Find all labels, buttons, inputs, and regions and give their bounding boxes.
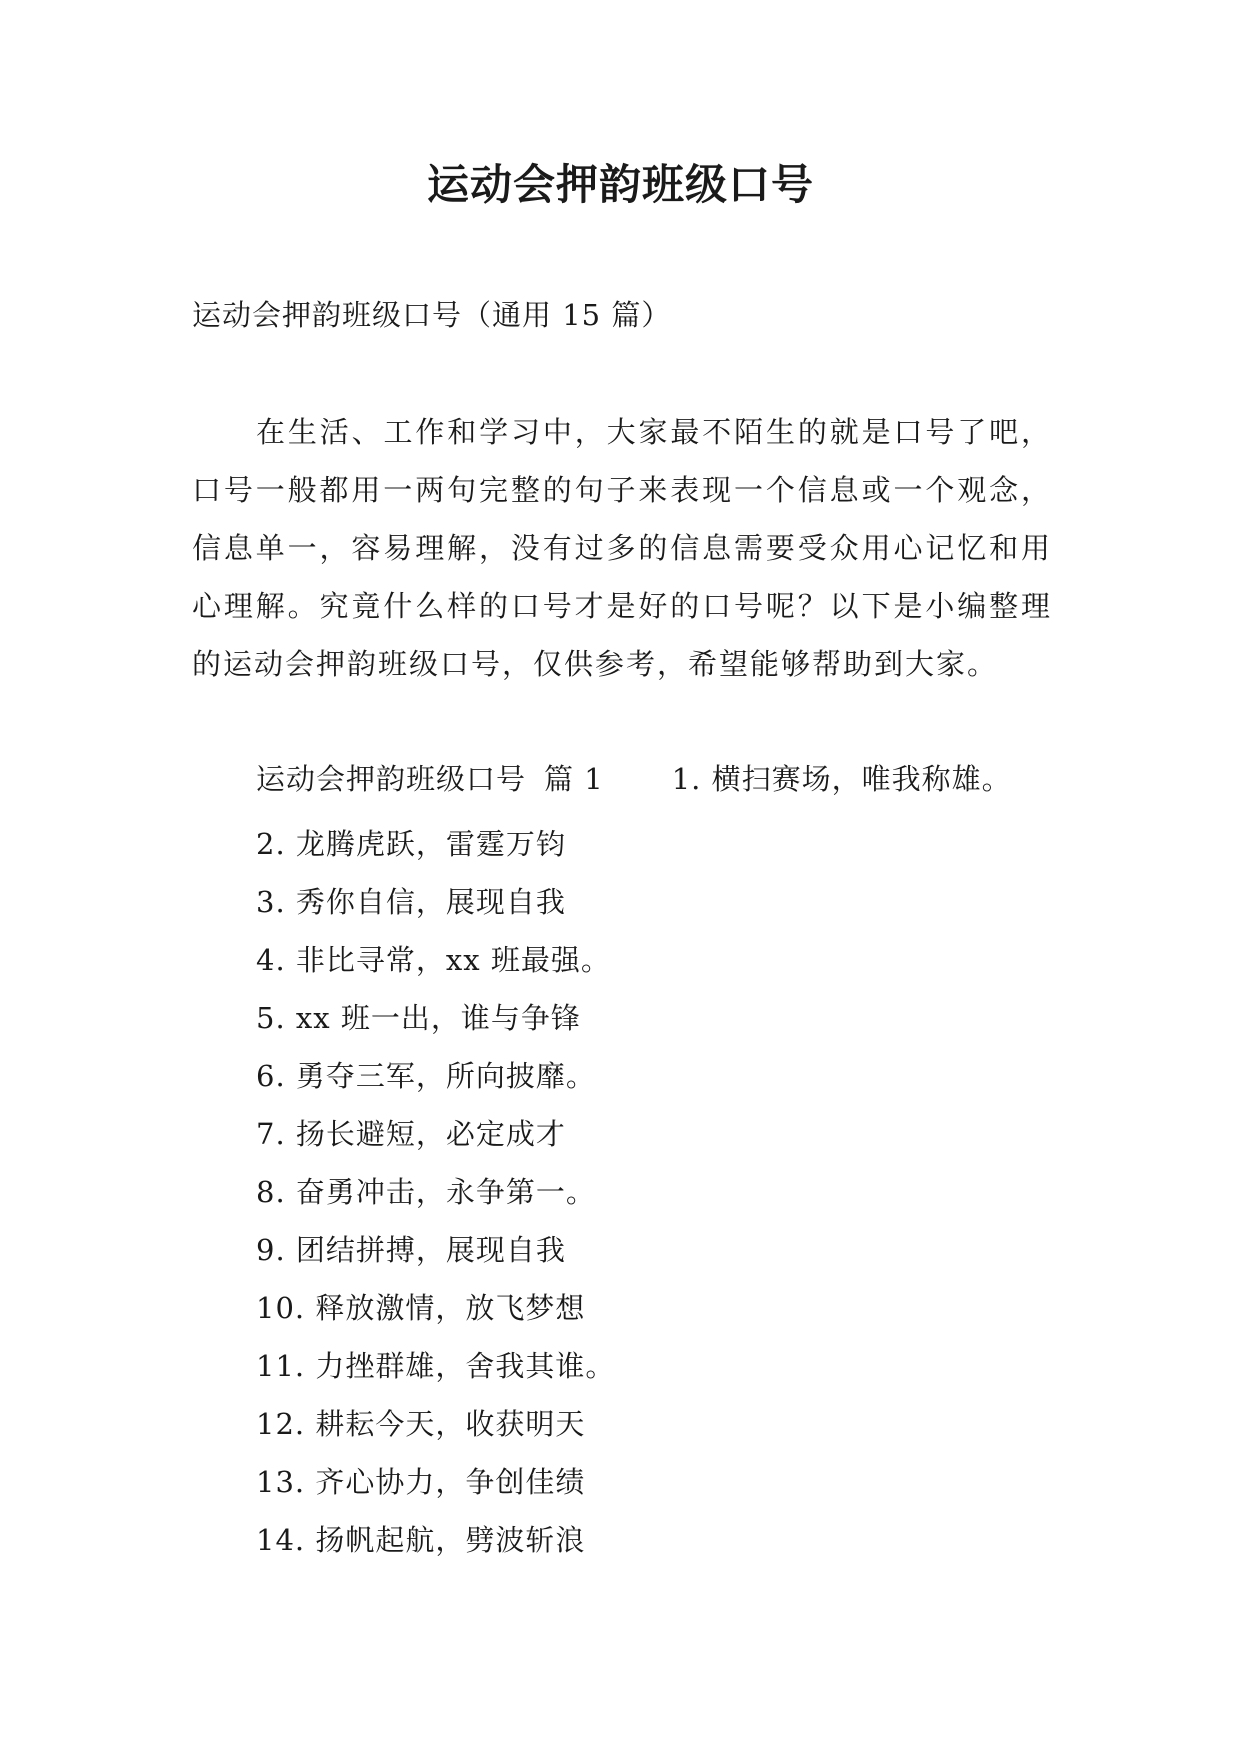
section-part-label: 篇 1 [544, 762, 604, 796]
slogan-item: 9. 团结拼搏，展现自我 [256, 1233, 566, 1267]
slogan-item: 2. 龙腾虎跃，雷霆万钧 [256, 827, 566, 861]
slogan-item: 12. 耕耘今天，收获明天 [256, 1407, 586, 1441]
document-title: 运动会押韵班级口号 [426, 160, 814, 209]
slogan-list [256, 815, 615, 1569]
slogan-item: 4. 非比寻常，xx 班最强。 [256, 943, 611, 977]
document-subtitle: 运动会押韵班级口号（通用 15 篇） [192, 298, 672, 332]
slogan-item: 11. 力挫群雄，舍我其谁。 [256, 1349, 616, 1383]
slogan-item-1: 1. 横扫赛场，唯我称雄。 [671, 762, 1012, 796]
intro-paragraph: 在生活、工作和学习中，大家最不陌生的就是口号了吧，口号一般都用一两句完整的句子来表现一个信息或一个观念，信息单一，容易理解，没有过多的信息需要受众用心记忆和用心理解。究竟什么样的口号才是好的口号呢？以下是小编整理的运动会押韵班级口号，仅供参考，希望能够帮助到大家。 [192, 415, 1052, 681]
slogan-item: 13. 齐心协力，争创佳绩 [256, 1465, 586, 1499]
slogan-item: 5. xx 班一出，谁与争锋 [256, 1001, 581, 1035]
section-heading-line [256, 757, 1156, 798]
slogan-item: 14. 扬帆起航，劈波斩浪 [256, 1523, 586, 1557]
section-heading: 运动会押韵班级口号 [256, 762, 527, 796]
slogan-item: 10. 释放激情，放飞梦想 [256, 1291, 586, 1325]
slogan-item: 8. 奋勇冲击，永争第一。 [256, 1175, 596, 1209]
slogan-item: 7. 扬长避短，必定成才 [256, 1117, 566, 1151]
slogan-item: 3. 秀你自信，展现自我 [256, 885, 566, 919]
slogan-item: 6. 勇夺三军，所向披靡。 [256, 1059, 596, 1093]
